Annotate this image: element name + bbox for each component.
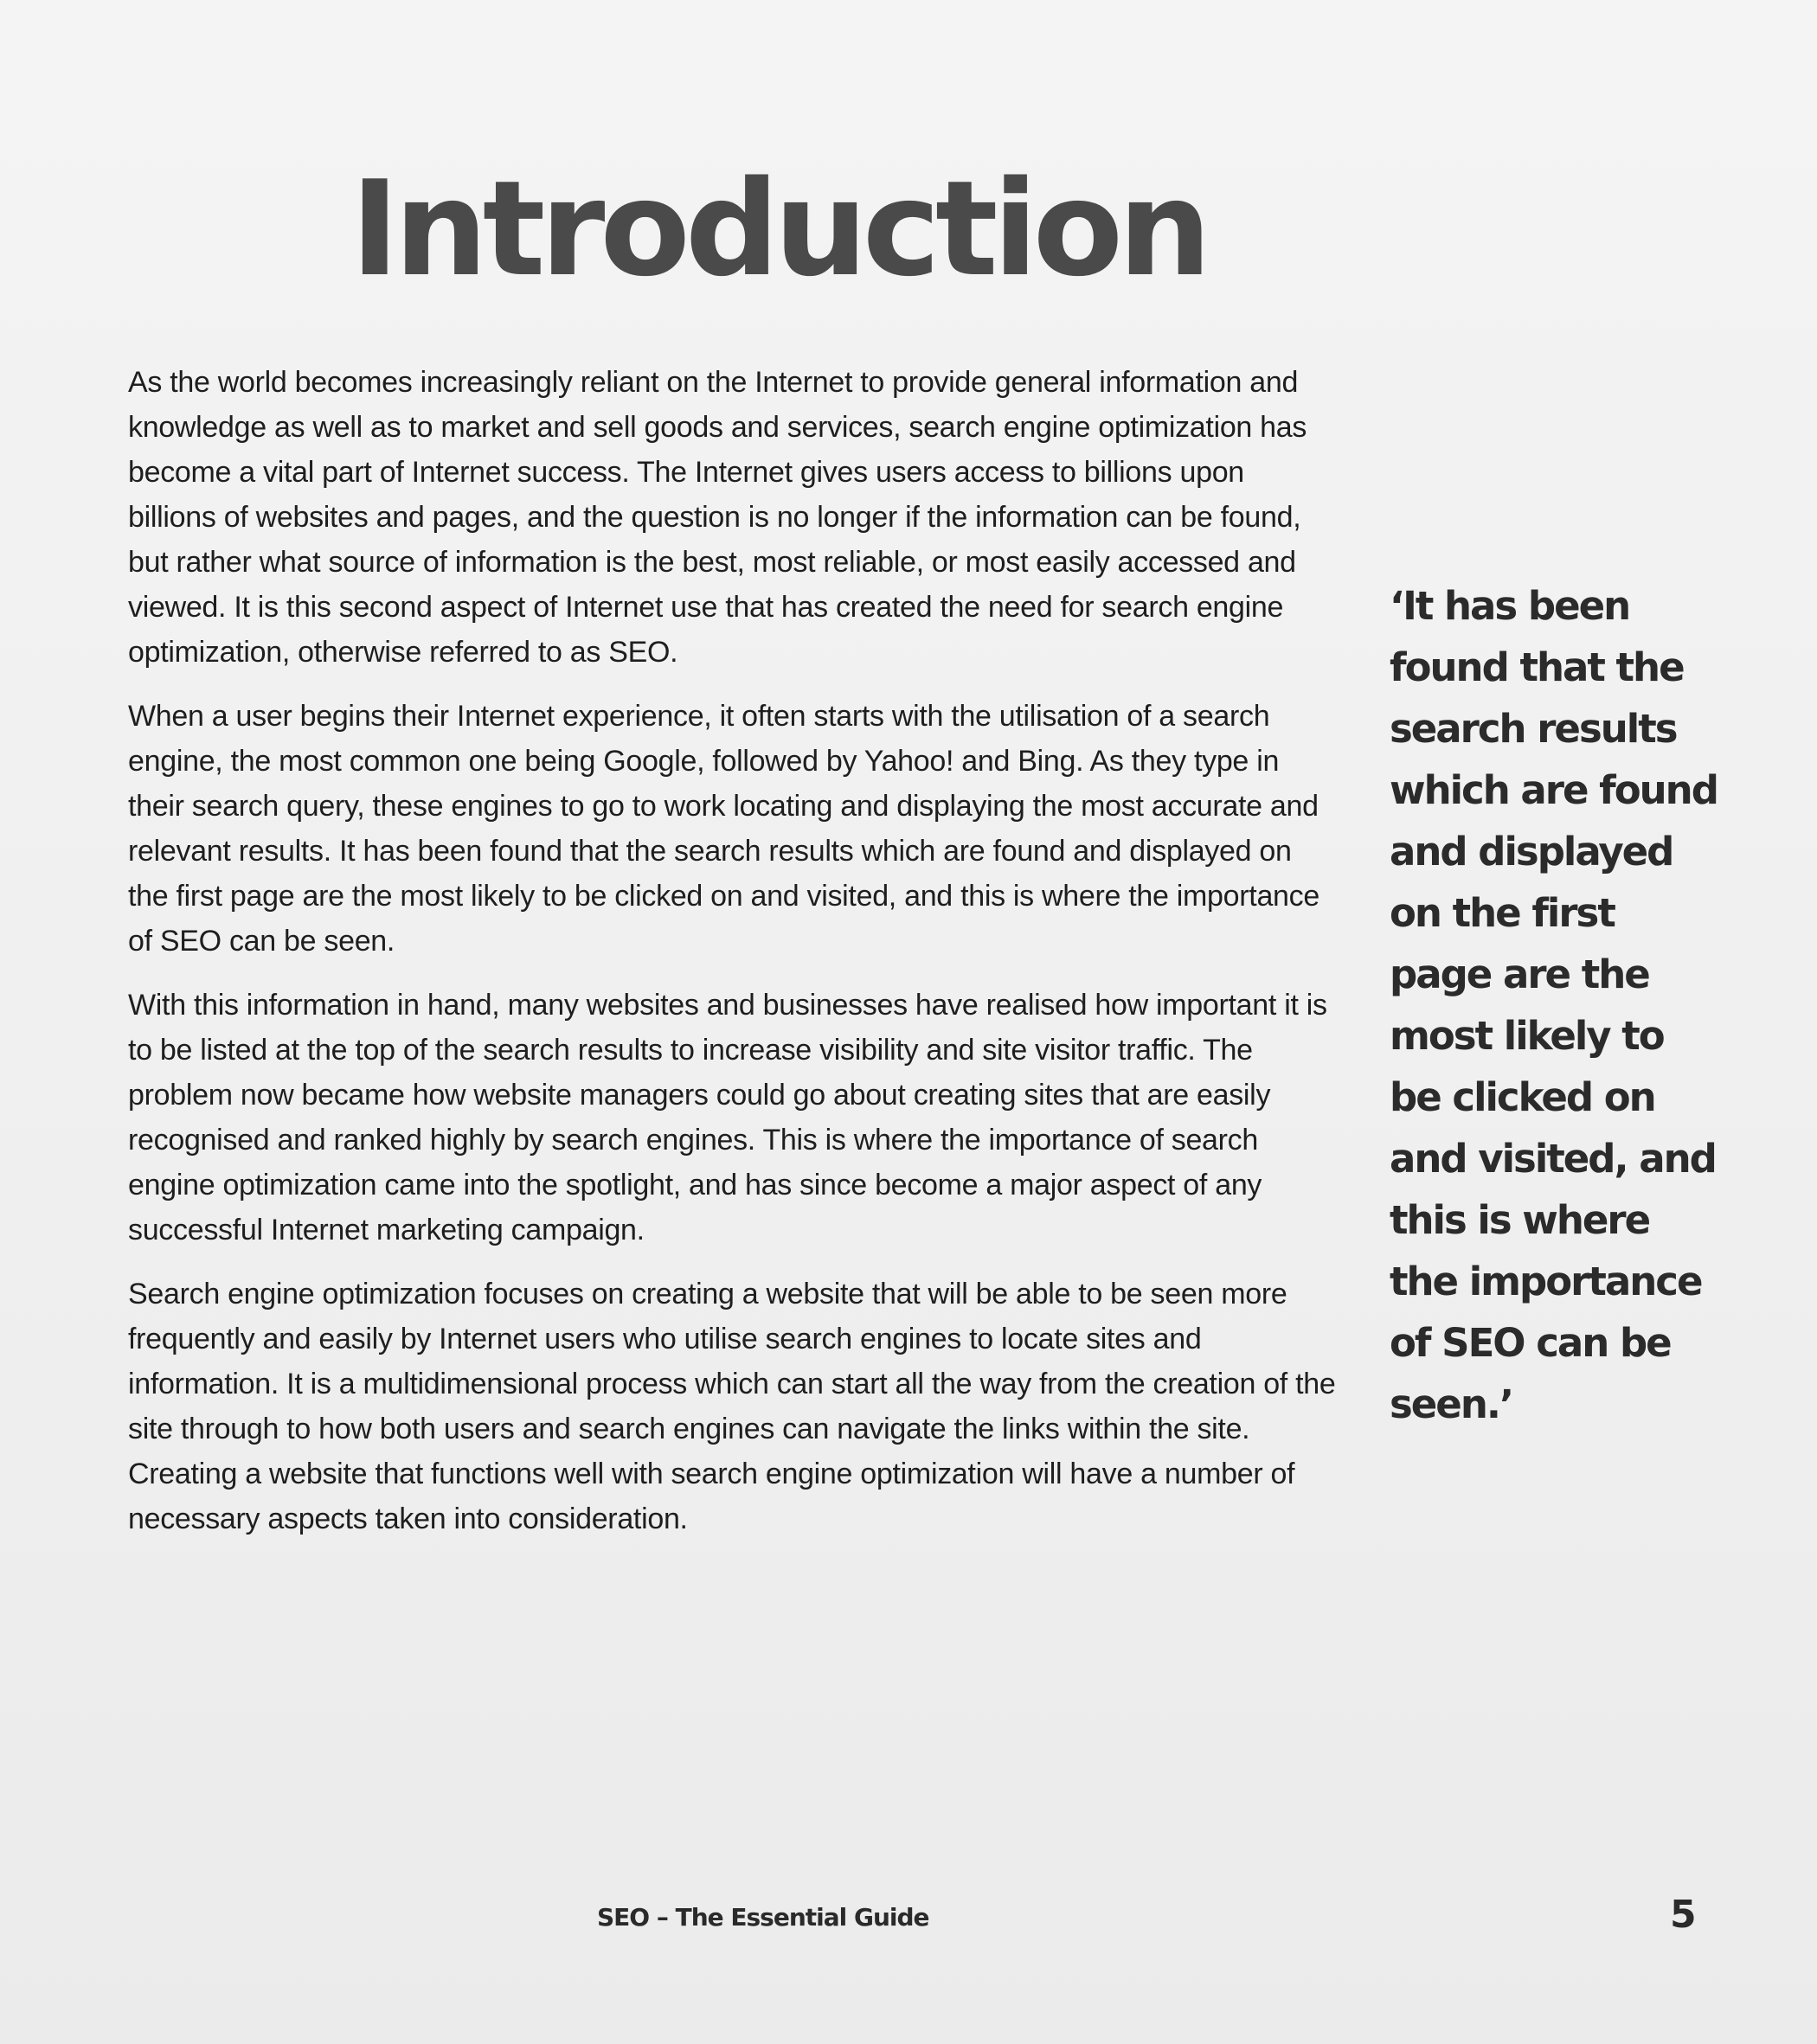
pull-quote: ‘It has been found that the search results which are found and displayed on the first page are the most likely to be clicked on and visited, and this is where the importance of SEO can be seen.’ (1390, 583, 1717, 1427)
paragraph-1: As the world becomes increasingly reliant on the Internet to provide general information and knowledge as well as to market and sell goods and services, search engine optimization has become a vital part of Internet success. The Internet gives users access to billions upon billions of websites and pages, and the question is no longer if the information can be found, but rather what source of information is the best, most reliable, or most easily accessed and viewed. It is this second aspect of Internet use that has created the need for search engine optimization, otherwise referred to as SEO. (128, 366, 1307, 669)
paragraph-2: When a user begins their Internet experience, it often starts with the utilisation of a search engine, the most common one being Google, followed by Yahoo! and Bing. As they type in their search query, these engines to go to work locating and displaying the most accurate and relevant results. It has been found that the search results which are found and displayed on the first page are the most likely to be clicked on and visited, and this is where the importance of SEO can be seen. (128, 700, 1319, 958)
page-title: Introduction (350, 152, 1207, 305)
page-number: 5 (1670, 1893, 1697, 1937)
paragraph-4: Search engine optimization focuses on creating a website that will be able to be seen more frequently and easily by Internet users who utilise search engines to locate sites and information. It is a multidimensional process which can start all the way from the creation of the site through to how both users and search engines can navigate the links within the site. Creating a website that functions well with search engine optimization will have a number of necessary aspects taken into consideration. (128, 1278, 1336, 1535)
body-text (128, 360, 1339, 1560)
paragraph-3: With this information in hand, many websites and businesses have realised how important it is to be listed at the top of the search results to increase visibility and site visitor traffic. The problem now became how website managers could go about creating sites that are easily recognised and ranked highly by search engines. This is where the importance of search engine optimization came into the spotlight, and has since become a major aspect of any successful Internet marketing campaign. (128, 989, 1327, 1246)
footer-book-title: SEO – The Essential Guide (597, 1903, 929, 1932)
